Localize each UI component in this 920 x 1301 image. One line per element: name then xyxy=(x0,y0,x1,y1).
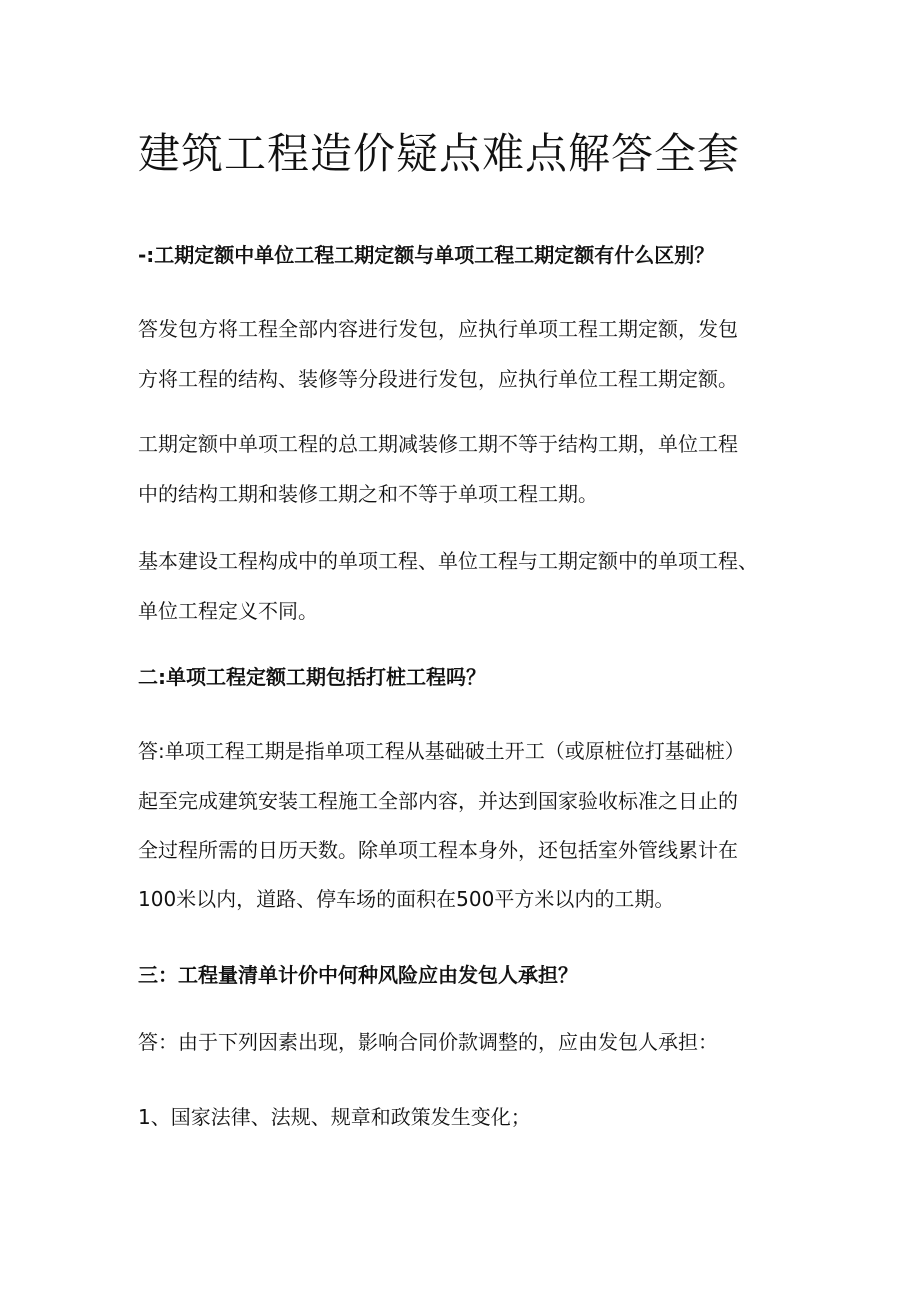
q2-answer-line-2: 起至完成建筑安装工程施工全部内容，并达到国家验收标准之日止的 xyxy=(138,789,738,813)
q2-answer-line-1: 答:单项工程工期是指单项工程从基础破土开工（或原桩位打基础桩） xyxy=(138,739,745,763)
q2-answer-line-3: 全过程所需的日历天数。除单项工程本身外，还包括室外管线累计在 xyxy=(138,838,738,862)
q1-paragraph-3-line-2: 单位工程定义不同。 xyxy=(138,599,318,623)
q1-paragraph-2-line-2: 中的结构工期和装修工期之和不等于单项工程工期。 xyxy=(138,482,598,506)
question-3-heading: 三：工程量清单计价中何种风险应由发包人承担？ xyxy=(138,963,578,987)
q3-list-item-1: 1、国家法律、法规、规章和政策发生变化； xyxy=(138,1105,531,1129)
q1-paragraph-1-line-2: 方将工程的结构、装修等分段进行发包，应执行单位工程工期定额。 xyxy=(138,367,738,391)
q2-answer-line-4: 100米以内，道路、停车场的面积在500平方米以内的工期。 xyxy=(138,887,675,911)
document-title: 建筑工程造价疑点难点解答全套 xyxy=(138,129,741,178)
q3-answer-intro: 答：由于下列因素出现，影响合同价款调整的，应由发包人承担： xyxy=(138,1030,718,1054)
question-2-heading: 二:单项工程定额工期包括打桩工程吗？ xyxy=(138,665,486,689)
q1-paragraph-1-line-1: 答发包方将工程全部内容进行发包，应执行单项工程工期定额，发包 xyxy=(138,317,738,341)
q1-paragraph-2-line-1: 工期定额中单项工程的总工期减装修工期不等于结构工期，单位工程 xyxy=(138,432,738,456)
q1-paragraph-3-line-1: 基本建设工程构成中的单项工程、单位工程与工期定额中的单项工程、 xyxy=(138,549,758,573)
question-1-heading: -:工期定额中单位工程工期定额与单项工程工期定额有什么区别？ xyxy=(138,243,715,267)
